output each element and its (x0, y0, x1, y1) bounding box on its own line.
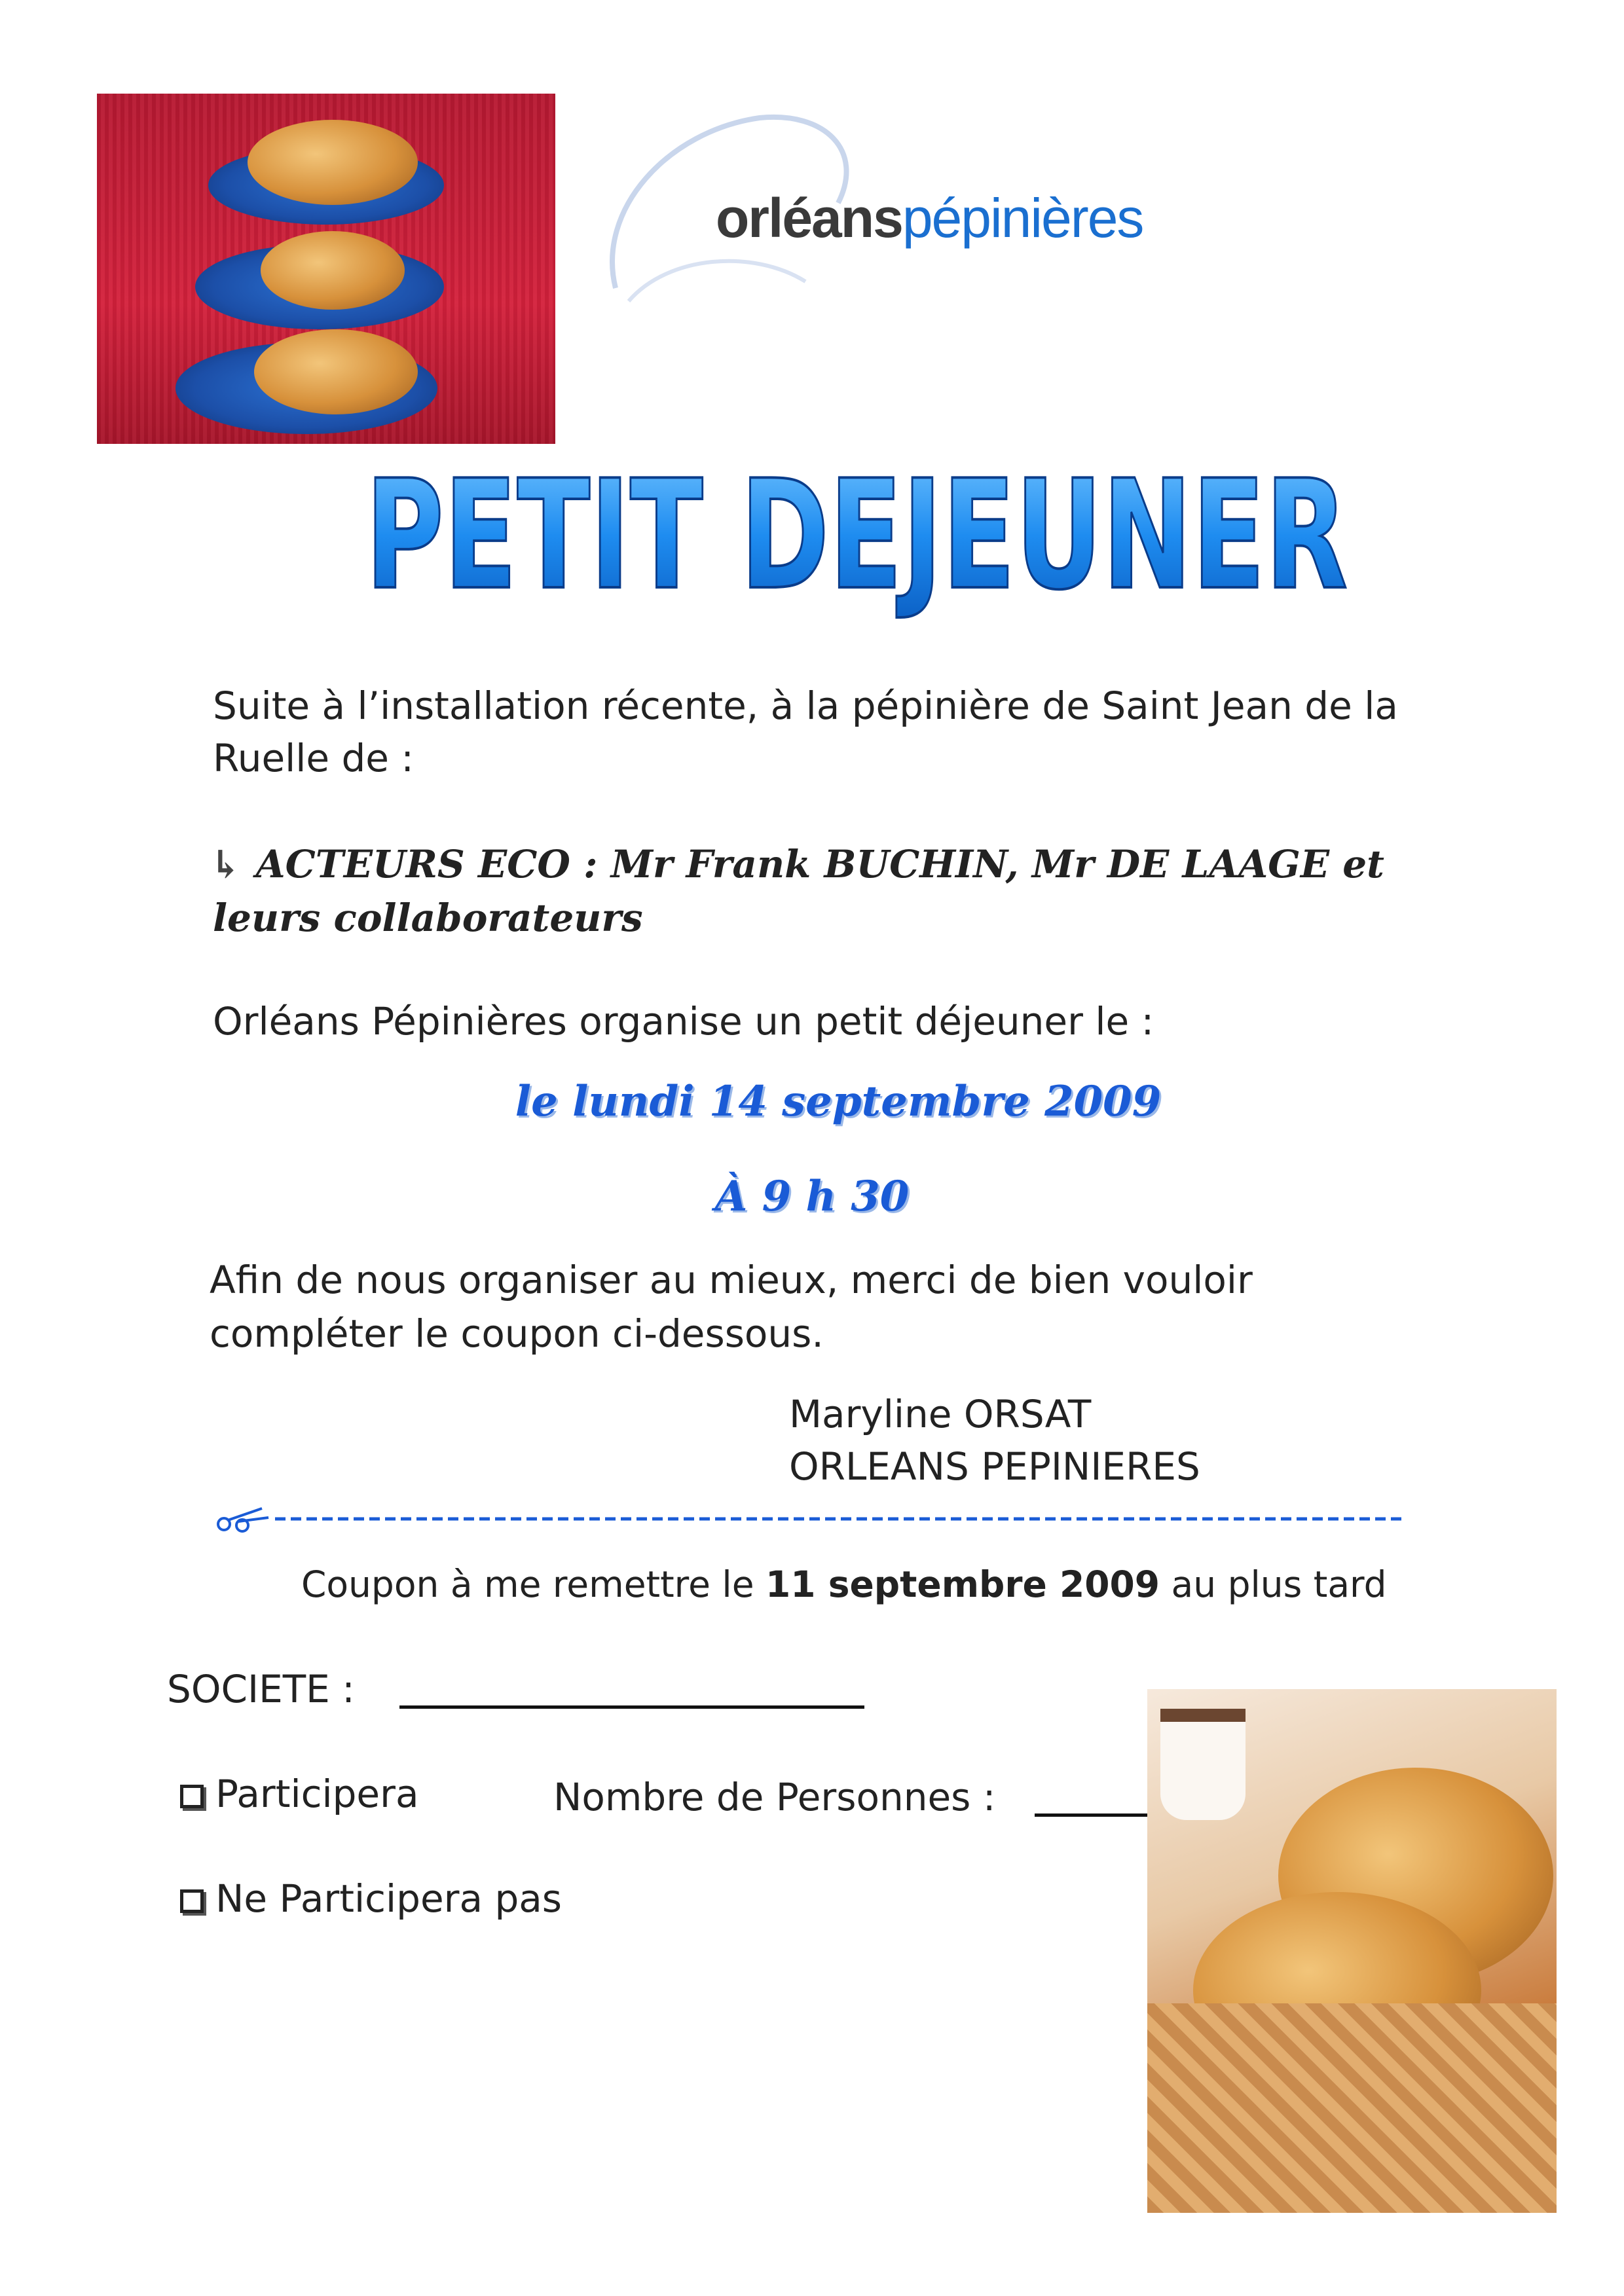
company-line-2: leurs collaborateurs (213, 896, 643, 940)
intro-line-1: Suite à l’installation récente, à la pépinière de Saint Jean de la (213, 683, 1398, 728)
societe-label: SOCIETE : (167, 1667, 355, 1711)
page-title (359, 435, 1354, 623)
company-names: ACTEURS ECO : Mr Frank BUCHIN, Mr DE LAAGE et (255, 842, 1384, 886)
request-line-2: compléter le coupon ci-dessous. (210, 1311, 824, 1356)
logo-bold: orléans (716, 187, 902, 249)
cut-line (216, 1506, 1401, 1532)
not-participate-label: Ne Participera pas (215, 1876, 563, 1921)
title-text: PETIT DEJEUNER (365, 448, 1348, 623)
pastry-basket-photo (1147, 1689, 1557, 2213)
company-line-1 (210, 838, 1384, 890)
event-date: le lundi 14 septembre 2009 (515, 1077, 1162, 1126)
logo-light: pépinières (902, 187, 1143, 249)
not-participate-option[interactable] (180, 1872, 562, 1925)
pastry-photo-top (97, 94, 555, 444)
participate-label: Participera (215, 1772, 419, 1816)
signature-org: ORLEANS PEPINIERES (789, 1444, 1200, 1489)
coupon-text-before: Coupon à me remettre le (301, 1563, 754, 1605)
event-time: À 9 h 30 (714, 1172, 910, 1221)
scissors-icon (218, 1508, 268, 1531)
intro-line-2: Ruelle de : (213, 736, 414, 780)
coupon-text-after: au plus tard (1171, 1563, 1387, 1605)
participate-option[interactable] (180, 1768, 419, 1820)
orleans-pepinieres-logo (716, 187, 1143, 250)
coupon-deadline (301, 1558, 1387, 1611)
participate-checkbox[interactable] (180, 1785, 204, 1808)
request-line-1: Afin de nous organiser au mieux, merci de bien vouloir (210, 1258, 1253, 1302)
arrow-icon: ↳ (210, 842, 242, 886)
signature-name: Maryline ORSAT (789, 1392, 1092, 1436)
not-participate-checkbox[interactable] (180, 1889, 204, 1913)
organise-text: Orléans Pépinières organise un petit déjeuner le : (213, 999, 1154, 1044)
coupon-date: 11 septembre 2009 (766, 1563, 1160, 1605)
societe-input-line[interactable] (399, 1705, 864, 1709)
persons-label: Nombre de Personnes : (553, 1775, 996, 1819)
